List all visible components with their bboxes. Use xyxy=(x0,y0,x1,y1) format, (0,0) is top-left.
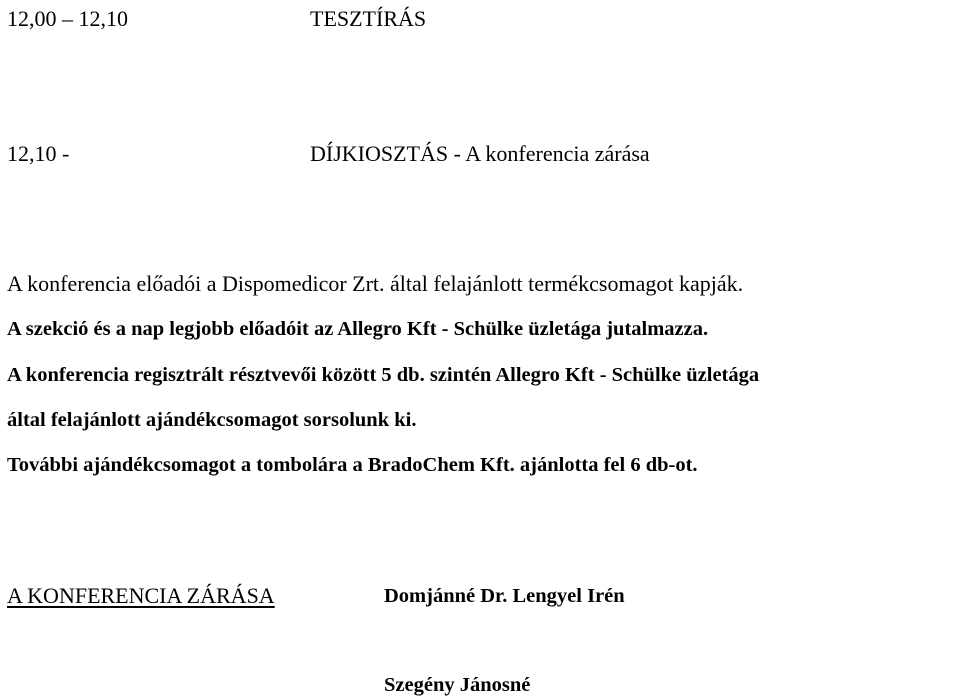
schedule-time-2: 12,10 - xyxy=(7,141,70,166)
paragraph-line-3: A konferencia regisztrált résztvevői között 5 db. szintén Allegro Kft - Schülke üzletága xyxy=(7,364,760,386)
paragraph-line-4: által felajánlott ajándékcsomagot sorsolunk ki. xyxy=(7,409,417,431)
closing-person-1: Domjánné Dr. Lengyel Irén xyxy=(384,585,625,607)
schedule-time-1: 12,00 – 12,10 xyxy=(7,6,128,31)
closing-person-2: Szegény Jánosné xyxy=(384,674,531,696)
paragraph-line-1: A konferencia előadói a Dispomedicor Zrt. által felajánlott termékcsomagot kapják. xyxy=(7,271,744,296)
paragraph-line-5: További ajándékcsomagot a tombolára a BradoChem Kft. ajánlotta fel 6 db-ot. xyxy=(7,454,698,476)
closing-heading: A KONFERENCIA ZÁRÁSA xyxy=(7,583,275,608)
schedule-event-1: TESZTÍRÁS xyxy=(310,6,427,31)
schedule-event-2: DÍJKIOSZTÁS - A konferencia zárása xyxy=(310,141,650,166)
paragraph-line-2: A szekció és a nap legjobb előadóit az Allegro Kft - Schülke üzletága jutalmazza. xyxy=(7,318,709,340)
